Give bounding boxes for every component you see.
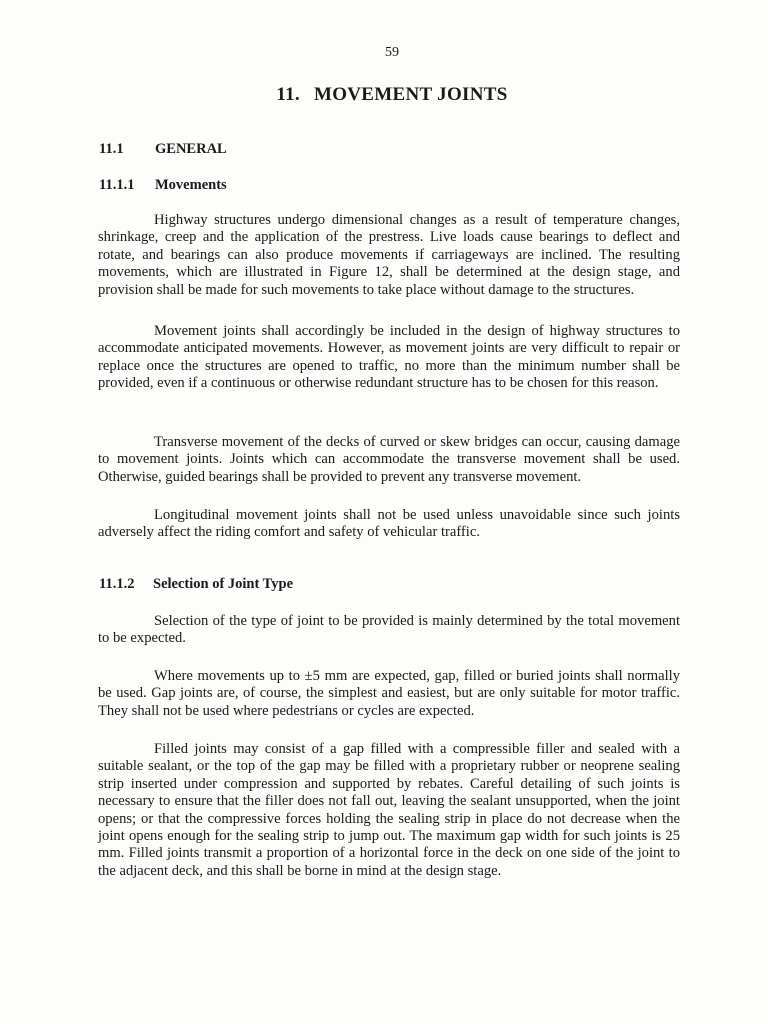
subsection-title: Selection of Joint Type bbox=[153, 576, 294, 592]
paragraph-selection-2: Where movements up to ±5 mm are expected, gap, filled or buried joints shall normally be used. Gap joints are, of course, the simplest and easiest, but are only suitable for motor traffic. They shall not be used where pedestrians or cycles are expected. bbox=[98, 668, 680, 719]
chapter-title bbox=[8, 84, 768, 106]
section-number: 11.1 bbox=[99, 141, 124, 157]
section-heading-general bbox=[99, 141, 227, 158]
paragraph-movements-4: Longitudinal movement joints shall not be used unless unavoidable since such joints adversely affect the riding comfort and safety of vehicular traffic. bbox=[98, 507, 680, 541]
section-title: GENERAL bbox=[155, 141, 227, 157]
subsection-number: 11.1.1 bbox=[99, 177, 135, 193]
paragraph-selection-1: Selection of the type of joint to be provided is mainly determined by the total movement to be expected. bbox=[98, 613, 680, 647]
chapter-title-text: MOVEMENT JOINTS bbox=[313, 84, 508, 105]
paragraph-movements-3: Transverse movement of the decks of curved or skew bridges can occur, causing damage to movement joints. Joints which can accommodate the transverse movement shall be used. Otherwise, guided bearings shall be provided to prevent any transverse movement. bbox=[98, 434, 680, 485]
subsection-heading-movements bbox=[99, 177, 227, 194]
paragraph-selection-3: Filled joints may consist of a gap filled with a compressible filler and sealed with a suitable sealant, or the top of the gap may be filled with a proprietary rubber or neoprene sealing strip inserted under compression and supported by rebates. Careful detailing of such joints is necessary to ensure that the filler does not fall out, leaving the sealant unsupported, when the joint opens; or that the compressive forces holding the sealing strip in place do not decrease when the joint opens enough for the sealing strip to jump out. The maximum gap width for such joints is 25 mm. Filled joints transmit a proportion of a horizontal force in the deck on one side of the joint to the adjacent deck, and this shall be borne in mind at the design stage. bbox=[98, 741, 680, 879]
paragraph-movements-1: Highway structures undergo dimensional changes as a result of temperature changes, shrinkage, creep and the application of the prestress. Live loads cause bearings to deflect and rotate, and bearings can also produce movements if carriageways are inclined. The resulting movements, which are illustrated in Figure 12, shall be determined at the design stage, and provision shall be made for such movements to take place without damage to the structures. bbox=[98, 212, 680, 298]
paragraph-movements-2: Movement joints shall accordingly be included in the design of highway structures to accommodate anticipated movements. However, as movement joints are very difficult to repair or replace once the structures are opened to traffic, no more than the minimum number shall be provided, even if a continuous or otherwise redundant structure has to be chosen for this reason. bbox=[98, 323, 680, 392]
subsection-heading-selection bbox=[99, 576, 293, 593]
subsection-number: 11.1.2 bbox=[99, 576, 135, 592]
page-number: 59 bbox=[385, 45, 399, 60]
chapter-number: 11. bbox=[276, 84, 300, 105]
subsection-title: Movements bbox=[155, 177, 227, 193]
